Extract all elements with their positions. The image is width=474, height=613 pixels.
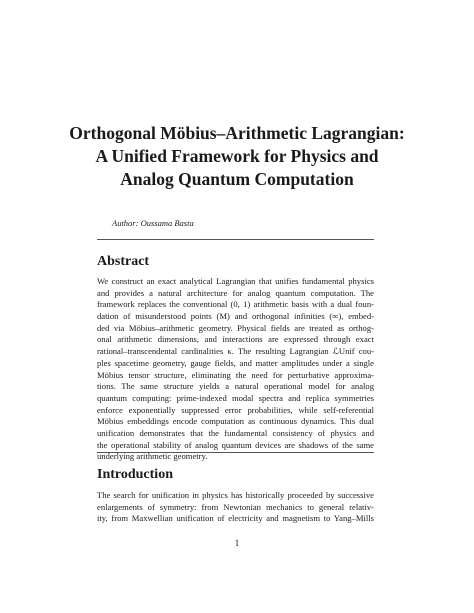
abstract-body bbox=[97, 276, 374, 463]
abstract-line: and provides a natural architecture for analog quantum computation. The bbox=[97, 287, 374, 298]
intro-line: The search for unification in physics has historically proceeded by successive bbox=[97, 490, 374, 500]
abstract-line: enforce exponentially suppressed error probabilities, while self-referential bbox=[97, 404, 374, 415]
abstract-line: underlying arithmetic geometry. bbox=[97, 451, 208, 462]
abstract-line: ples spacetime geometry, gauge fields, and matter amplitudes under a single bbox=[97, 357, 374, 368]
title-line: Orthogonal Möbius–Arithmetic Lagrangian: bbox=[69, 123, 405, 143]
abstract-line: ded via Möbius–arithmetic geometry. Physical fields are treated as orthog- bbox=[97, 322, 374, 333]
author-line: Author: Oussama Basta bbox=[112, 218, 194, 228]
intro-line: enlargements of symmetry: from Newtonian mechanics to general relativ- bbox=[97, 501, 374, 512]
abstract-line: the operational stability of analog quantum devices are shadows of the same bbox=[97, 439, 374, 450]
abstract-line: rational–transcendental cardinalities κ. The resulting Lagrangian ℒUnif cou- bbox=[97, 346, 374, 357]
abstract-heading: Abstract bbox=[97, 254, 150, 269]
divider bbox=[97, 239, 374, 240]
paper-title bbox=[60, 122, 414, 191]
abstract-line: tions. The same structure yields a natural operational model for analog bbox=[97, 381, 374, 392]
title-line: Analog Quantum Computation bbox=[120, 169, 354, 189]
introduction-heading: Introduction bbox=[97, 467, 173, 482]
divider bbox=[97, 452, 374, 453]
intro-line: ity, from Maxwellian unification of electricity and magnetism to Yang–Mills bbox=[97, 513, 374, 524]
abstract-line: Möbius tensor structure, eliminating the need for perturbative approxima- bbox=[97, 369, 374, 380]
page-number: 1 bbox=[234, 538, 240, 548]
abstract-line: Möbius embeddings encode computation as continuous dynamics. This dual bbox=[97, 416, 374, 427]
abstract-line: We construct an exact analytical Lagrangian that unifies fundamental physics bbox=[97, 276, 374, 286]
abstract-line: framework replaces the conventional (0, 1) arithmetic basis with a dual foun- bbox=[97, 299, 374, 310]
abstract-line: onal arithmetic dimensions, and interactions are expressed through exact bbox=[97, 334, 374, 345]
abstract-line: unification demonstrates that the fundamental consistency of physics and bbox=[97, 427, 374, 438]
abstract-line: quantum computing: prime-indexed modal spectra and replica symmetries bbox=[97, 392, 374, 403]
title-line: A Unified Framework for Physics and bbox=[95, 146, 379, 166]
abstract-line: dation of misunderstood points (M) and orthogonal infinities (∞), embed- bbox=[97, 311, 374, 322]
introduction-body bbox=[97, 490, 374, 525]
